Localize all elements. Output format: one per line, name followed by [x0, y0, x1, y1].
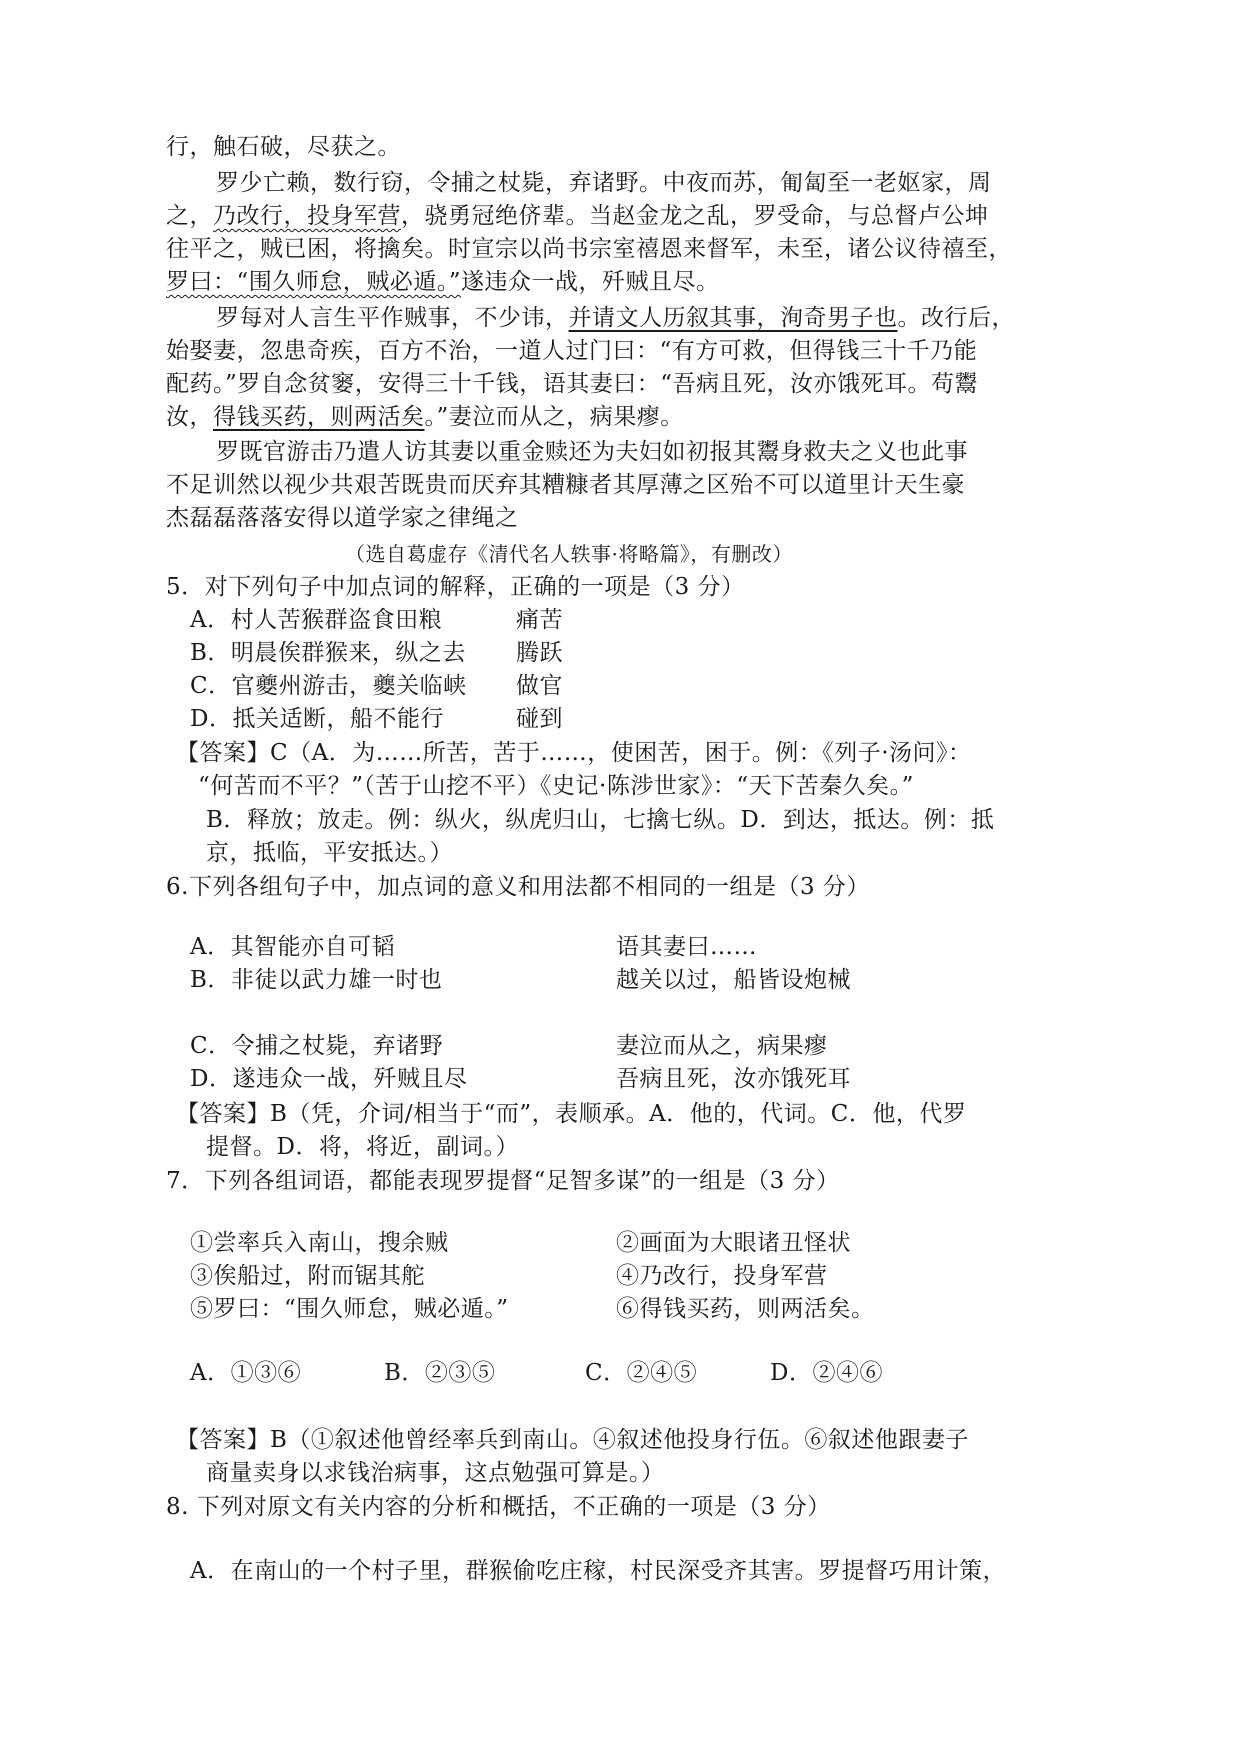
option: A．村人苦猴群盗食田粮	[190, 607, 443, 633]
passage-line: 往平之，贼已困，将擒矣。时宣宗以尚书宗室禧恩来督军，未至，诸公议待禧至，	[166, 236, 1012, 262]
choice: D．②④⑥	[770, 1360, 883, 1386]
item: ②画面为大眼诸丑怪状	[616, 1230, 851, 1256]
answer-line: B．释放；放走。例：纵火，纵虎归山，七擒七纵。D．到达，抵达。例：抵	[206, 807, 995, 833]
text-span: 。”妻泣而从之，病果瘳。	[424, 404, 684, 430]
option-gloss: 做官	[516, 673, 563, 699]
item: ④乃改行，投身军营	[616, 1263, 828, 1289]
option: D．遂违众一战，歼贼且尽	[190, 1066, 468, 1092]
passage-line: 行，触石破，尽获之。	[166, 134, 401, 160]
choice: B．②③⑤	[384, 1360, 496, 1386]
text-span: 。改行后，	[897, 305, 1015, 331]
source-citation: （选自葛虚存《清代名人轶事·将略篇》，有删改）	[345, 542, 793, 566]
answer-line: 商量卖身以求钱治病事，这点勉强可算是。）	[206, 1460, 665, 1486]
option: B．明晨俟群猴来，纵之去	[190, 640, 466, 666]
passage-line	[216, 302, 1015, 334]
underlined-sentence: 得钱买药，则两活矣	[213, 404, 425, 430]
item: ⑥得钱买药，则两活矣。	[616, 1296, 875, 1322]
answer-line: 提督。D．将，将近，副词。）	[206, 1134, 519, 1160]
choice: A．①③⑥	[190, 1360, 302, 1386]
wavy-underlined-sentence: 罗曰：“围久师怠，贼必遁。”	[166, 269, 462, 295]
question-stem: 7．下列各组词语，都能表现罗提督“足智多谋”的一组是（3 分）	[166, 1168, 840, 1194]
text-span: 汝，	[166, 404, 213, 430]
question-stem: 6.下列各组句子中，加点词的意义和用法都不相同的一组是（3 分）	[166, 874, 870, 900]
passage-line: 杰磊磊落落安得以道学家之律绳之	[166, 505, 519, 531]
answer-line: 【答案】B（凭，介词/相当于“而”，表顺承。A．他的，代词。C．他，代罗	[176, 1101, 967, 1127]
text-span: ，骁勇冠绝侪辈。当赵金龙之乱，罗受命，与总督卢公坤	[401, 203, 989, 229]
option-right: 妻泣而从之，病果瘳	[616, 1033, 828, 1059]
passage-line: 罗少亡赖，数行窃，令捕之杖毙，弃诸野。中夜而苏，匍匐至一老妪家，周	[216, 170, 992, 196]
option: A．其智能亦自可韬	[190, 934, 396, 960]
answer-line: 【答案】C（A．为……所苦，苦于……，使困苦，困于。例：《列子·汤问》：	[176, 740, 972, 766]
passage-line	[166, 266, 720, 298]
passage-line: 配药。”罗自念贫窭，安得三十千钱，语其妻曰：“吾病且死，汝亦饿死耳。苟鬻	[166, 371, 979, 397]
text-span: 罗每对人言生平作贼事，不少讳，	[216, 305, 569, 331]
option: D．抵关适断，船不能行	[190, 706, 444, 732]
item: ⑤罗曰：“围久师怠，贼必遁。”	[190, 1296, 509, 1322]
answer-line: 京，抵临，平安抵达。）	[206, 840, 453, 866]
option-right: 吾病且死，汝亦饿死耳	[616, 1066, 851, 1092]
choice: C．②④⑤	[585, 1360, 698, 1386]
answer-line: 【答案】B（①叙述他曾经率兵到南山。④叙述他投身行伍。⑥叙述他跟妻子	[176, 1427, 969, 1453]
passage-line	[166, 200, 989, 232]
passage-line: 始娶妻，忽患奇疾，百方不治，一道人过门曰：“有方可救，但得钱三十千乃能	[166, 338, 978, 364]
option: C．官夔州游击，夔关临峡	[190, 673, 467, 699]
passage-line: 罗既官游击乃遣人访其妻以重金赎还为夫妇如初报其鬻身救夫之义也此事	[216, 439, 968, 465]
underlined-sentence: 并请文人历叙其事，洵奇男子也	[568, 305, 898, 331]
text-span: 遂违众一战，歼贼且尽。	[461, 269, 720, 295]
option-gloss: 碰到	[516, 706, 563, 732]
question-stem: 8. 下列对原文有关内容的分析和概括，不正确的一项是（3 分）	[166, 1494, 831, 1520]
option: C．令捕之杖毙，弃诸野	[190, 1033, 444, 1059]
item: ③俟船过，附而锯其舵	[190, 1263, 425, 1289]
answer-line: “何苦而不平？”（苦于山挖不平）《史记·陈涉世家》：“天下苦秦久矣。”	[198, 773, 914, 799]
wavy-underlined-sentence: 乃改行，投身军营	[213, 203, 401, 229]
passage-line: 不足训然以视少共艰苦既贵而厌弃其糟糠者其厚薄之区殆不可以道里计天生豪	[166, 472, 965, 498]
option-gloss: 腾跃	[516, 640, 563, 666]
item: ①尝率兵入南山，搜余贼	[190, 1230, 449, 1256]
option-right: 语其妻曰……	[616, 934, 757, 960]
passage-line	[166, 401, 684, 433]
option-gloss: 痛苦	[516, 607, 563, 633]
question-stem: 5．对下列句子中加点词的解释，正确的一项是（3 分）	[166, 574, 745, 600]
option: A．在南山的一个村子里，群猴偷吃庄稼，村民深受齐其害。罗提督巧用计策，	[190, 1558, 1007, 1584]
option-right: 越关以过，船皆设炮械	[616, 967, 851, 993]
text-span: 之，	[166, 203, 213, 229]
option: B．非徒以武力雄一时也	[190, 967, 443, 993]
